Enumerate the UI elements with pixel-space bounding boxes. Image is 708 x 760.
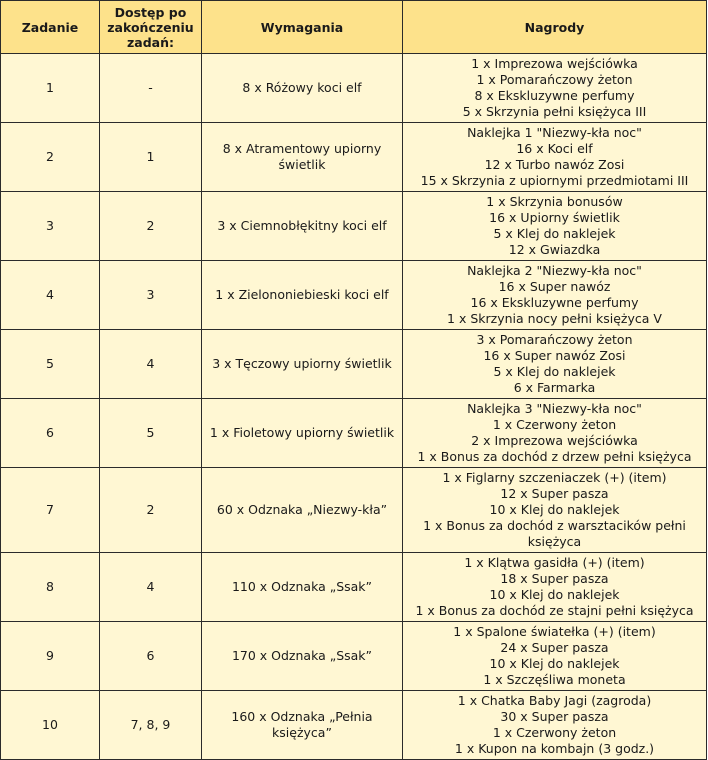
reward-line: 1 x Czerwony żeton: [492, 725, 617, 740]
table-row: [1, 330, 707, 399]
cell-access: 6: [100, 622, 202, 691]
cell-access: 4: [100, 330, 202, 399]
reward-line: 5 x Klej do naklejek: [493, 364, 616, 379]
reward-line: 8 x Ekskluzywne perfumy: [474, 88, 635, 103]
reward-line: 1 x Bonus za dochód z warsztacików pełni: [423, 518, 686, 533]
cell-rewards: [403, 192, 707, 261]
reward-line: 24 x Super pasza: [500, 640, 609, 655]
cell-access: 2: [100, 468, 202, 553]
cell-requirements: [202, 691, 403, 760]
cell-access: 5: [100, 399, 202, 468]
reward-line: 1 x Bonus za dochód ze stajni pełni księżyca: [415, 603, 694, 618]
reward-line: 16 x Super nawóz: [498, 279, 611, 294]
cell-task: 9: [1, 622, 100, 691]
reward-line: 1 x Skrzynia bonusów: [486, 194, 623, 209]
cell-rewards: [403, 123, 707, 192]
table-row: [1, 54, 707, 123]
cell-requirements: [202, 192, 403, 261]
reward-line: 1 x Chatka Baby Jagi (zagroda): [457, 693, 652, 708]
reward-line: 10 x Klej do naklejek: [489, 656, 620, 671]
cell-rewards: [403, 553, 707, 622]
header-row: [1, 1, 707, 54]
requirement-line: 8 x Atramentowy upiorny: [222, 141, 382, 156]
requirement-line: 60 x Odznaka „Niezwy-kła”: [216, 502, 388, 517]
requirement-line: 160 x Odznaka „Pełnia: [231, 709, 373, 724]
cell-rewards: [403, 399, 707, 468]
requirement-line: 110 x Odznaka „Ssak”: [231, 579, 373, 594]
reward-line: 16 x Upiorny świetlik: [489, 210, 620, 225]
reward-line: 18 x Super pasza: [500, 571, 609, 586]
cell-task: 1: [1, 54, 100, 123]
cell-access: 1: [100, 123, 202, 192]
reward-line: 1 x Szczęśliwa moneta: [483, 672, 626, 687]
cell-task: 4: [1, 261, 100, 330]
cell-rewards: [403, 54, 707, 123]
cell-requirements: [202, 330, 403, 399]
table-row: [1, 261, 707, 330]
reward-line: 1 x Skrzynia nocy pełni księżyca V: [447, 311, 662, 326]
requirement-line: 8 x Różowy koci elf: [242, 80, 362, 95]
reward-line: księżyca: [527, 534, 582, 549]
reward-line: 5 x Skrzynia pełni księżyca III: [462, 104, 647, 119]
requirement-line: 170 x Odznaka „Ssak”: [231, 648, 373, 663]
cell-rewards: [403, 622, 707, 691]
cell-rewards: [403, 468, 707, 553]
cell-requirements: [202, 622, 403, 691]
requirement-line: 1 x Fioletowy upiorny świetlik: [209, 425, 395, 440]
cell-task: 10: [1, 691, 100, 760]
cell-requirements: [202, 54, 403, 123]
reward-line: 1 x Figlarny szczeniaczek (+) (item): [442, 470, 667, 485]
cell-rewards: [403, 691, 707, 760]
cell-rewards: [403, 330, 707, 399]
table-row: [1, 553, 707, 622]
reward-line: Naklejka 2 "Niezwy-kła noc": [467, 263, 642, 278]
reward-line: 1 x Imprezowa wejściówka: [471, 56, 638, 71]
reward-line: 16 x Koci elf: [516, 141, 593, 156]
reward-line: 10 x Klej do naklejek: [489, 502, 620, 517]
cell-access: 4: [100, 553, 202, 622]
cell-requirements: [202, 468, 403, 553]
reward-line: 12 x Turbo nawóz Zosi: [484, 157, 625, 172]
reward-line: 1 x Klątwa gasidła (+) (item): [464, 555, 645, 570]
cell-access: 3: [100, 261, 202, 330]
cell-requirements: [202, 123, 403, 192]
cell-access: 7, 8, 9: [100, 691, 202, 760]
cell-requirements: [202, 553, 403, 622]
requirement-line: księżyca”: [272, 725, 332, 740]
reward-line: 1 x Spalone światełka (+) (item): [453, 624, 656, 639]
reward-line: 1 x Kupon na kombajn (3 godz.): [454, 741, 655, 756]
table-body: [1, 54, 707, 760]
requirement-line: świetlik: [278, 157, 326, 172]
reward-line: 16 x Super nawóz Zosi: [483, 348, 626, 363]
reward-line: 12 x Gwiazdka: [508, 242, 601, 257]
reward-line: 30 x Super pasza: [500, 709, 609, 724]
cell-requirements: [202, 261, 403, 330]
cell-rewards: [403, 261, 707, 330]
reward-line: 15 x Skrzynia z upiornymi przedmiotami III: [420, 173, 689, 188]
reward-line: 10 x Klej do naklejek: [489, 587, 620, 602]
header-rewards: Nagrody: [403, 1, 707, 54]
reward-line: 12 x Super pasza: [500, 486, 609, 501]
reward-line: 3 x Pomarańczowy żeton: [476, 332, 633, 347]
cell-task: 8: [1, 553, 100, 622]
reward-line: 2 x Imprezowa wejściówka: [471, 433, 638, 448]
cell-task: 6: [1, 399, 100, 468]
header-task: Zadanie: [1, 1, 100, 54]
cell-task: 2: [1, 123, 100, 192]
reward-line: Naklejka 1 "Niezwy-kła noc": [467, 125, 642, 140]
table-row: [1, 468, 707, 553]
reward-line: 16 x Ekskluzywne perfumy: [470, 295, 639, 310]
cell-task: 3: [1, 192, 100, 261]
cell-task: 5: [1, 330, 100, 399]
cell-access: 2: [100, 192, 202, 261]
table-row: [1, 622, 707, 691]
requirement-line: 3 x Tęczowy upiorny świetlik: [212, 356, 392, 371]
requirement-line: 3 x Ciemnobłękitny koci elf: [217, 218, 387, 233]
cell-requirements: [202, 399, 403, 468]
table-row: [1, 399, 707, 468]
reward-line: 6 x Farmarka: [513, 380, 596, 395]
header-access: Dostęp po zakończeniu zadań:: [100, 1, 202, 54]
requirement-line: 1 x Zielononiebieski koci elf: [215, 287, 389, 302]
table-row: [1, 691, 707, 760]
cell-access: -: [100, 54, 202, 123]
reward-line: 5 x Klej do naklejek: [493, 226, 616, 241]
reward-line: 1 x Pomarańczowy żeton: [476, 72, 633, 87]
cell-task: 7: [1, 468, 100, 553]
reward-line: 1 x Czerwony żeton: [492, 417, 617, 432]
reward-line: 1 x Bonus za dochód z drzew pełni księżyca: [417, 449, 692, 464]
header-requirements: Wymagania: [202, 1, 403, 54]
reward-line: Naklejka 3 "Niezwy-kła noc": [467, 401, 642, 416]
table-row: [1, 192, 707, 261]
table-row: [1, 123, 707, 192]
